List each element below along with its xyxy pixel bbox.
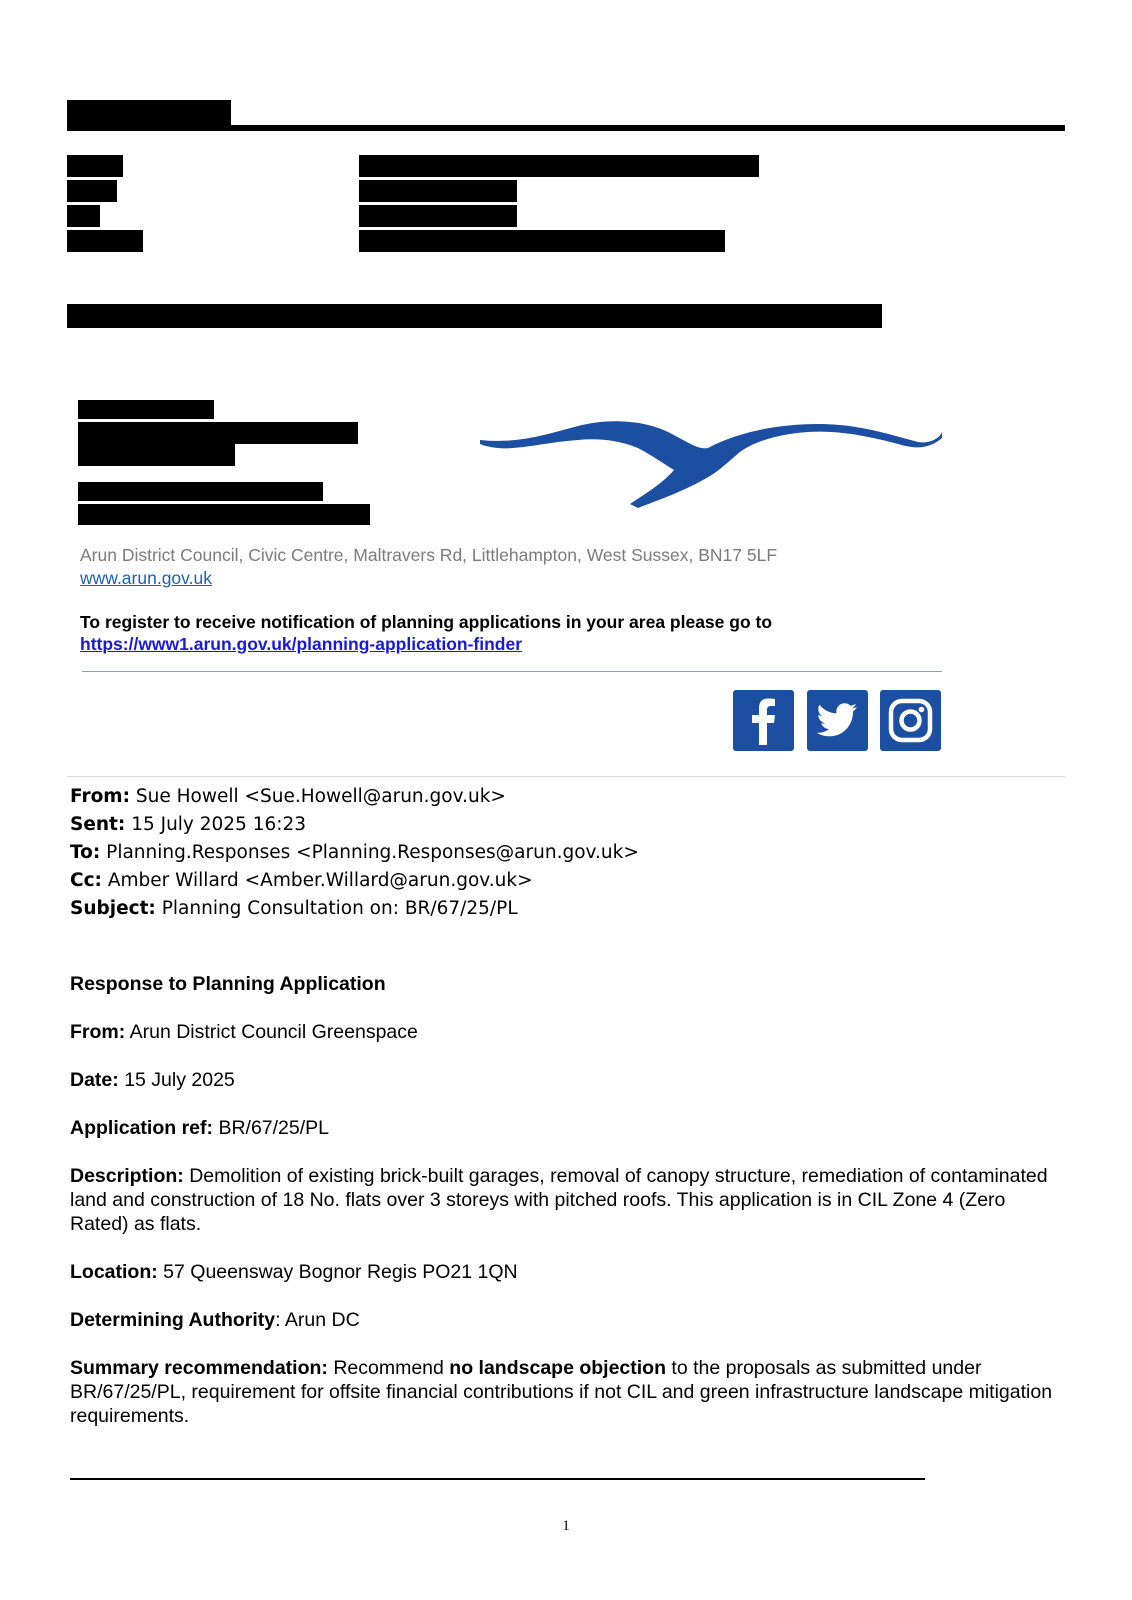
header-rule <box>67 125 1065 131</box>
email-to <box>70 842 639 863</box>
application-location <box>70 1260 1060 1284</box>
location-label: Location: <box>70 1261 158 1283</box>
response-date-value: 15 July 2025 <box>124 1069 235 1091</box>
summary-recommendation <box>70 1356 1060 1428</box>
email-to-label: To: <box>70 842 101 863</box>
email-sent-label: Sent: <box>70 814 126 835</box>
application-ref-label: Application ref: <box>70 1117 214 1139</box>
redacted-field-label <box>67 155 123 177</box>
redacted-field-value <box>359 230 725 252</box>
email-from-label: From: <box>70 786 130 807</box>
email-subject <box>70 898 518 919</box>
location-value: 57 Queensway Bognor Regis PO21 1QN <box>163 1261 518 1283</box>
redacted-field-label <box>67 230 143 252</box>
register-notice: To register to receive notification of planning applications in your area please go to <box>80 612 773 632</box>
redacted-field-value <box>359 205 517 227</box>
page-number: 1 <box>562 1518 570 1534</box>
determining-authority <box>70 1308 1060 1332</box>
redacted-signature-line <box>78 482 323 501</box>
redacted-field-value <box>359 155 759 177</box>
facebook-icon[interactable] <box>733 690 794 751</box>
summary-bold: no landscape objection <box>449 1357 666 1379</box>
arun-seagull-logo <box>478 412 943 512</box>
response-from-label: From: <box>70 1021 126 1043</box>
summary-post: to the proposals as submitted under BR/67/25/PL, requirement for offsite financial contributions if not CIL and green infrastructure landscape mitigation requirements. <box>70 1357 1053 1427</box>
response-from <box>70 1020 1060 1044</box>
application-ref-value: BR/67/25/PL <box>218 1117 330 1139</box>
email-from-value: Sue Howell <Sue.Howell@arun.gov.uk> <box>135 786 506 807</box>
email-subject-value: Planning Consultation on: BR/67/25/PL <box>161 898 518 919</box>
email-cc <box>70 870 533 891</box>
email-sent-value: 15 July 2025 16:23 <box>131 814 307 835</box>
email-sent <box>70 814 306 835</box>
redacted-signature-line <box>78 504 370 525</box>
response-heading: Response to Planning Application <box>70 973 386 995</box>
redacted-field-label <box>67 205 100 227</box>
summary-label: Summary recommendation: <box>70 1357 328 1379</box>
authority-label: Determining Authority <box>70 1309 276 1331</box>
summary-pre: Recommend <box>333 1357 444 1379</box>
email-header-divider <box>67 776 1065 777</box>
redacted-line <box>67 304 882 328</box>
council-website-link[interactable]: www.arun.gov.uk <box>80 568 212 588</box>
email-to-value: Planning.Responses <Planning.Responses@arun.gov.uk> <box>106 842 639 863</box>
redacted-header-tab <box>67 100 231 126</box>
twitter-icon[interactable] <box>807 690 868 751</box>
description-value: Demolition of existing brick-built garages, removal of canopy structure, remediation of contaminated land and construction of 18 No. flats over 3 storeys with pitched roofs. This application is in CIL Zone 4 (Zero Rated) as flats. <box>70 1165 1048 1235</box>
response-date-label: Date: <box>70 1069 119 1091</box>
email-cc-value: Amber Willard <Amber.Willard@arun.gov.uk> <box>107 870 533 891</box>
email-from <box>70 786 506 807</box>
planning-finder-link[interactable]: https://www1.arun.gov.uk/planning-application-finder <box>80 634 523 654</box>
application-ref <box>70 1116 1060 1140</box>
redacted-field-label <box>67 180 117 202</box>
response-from-value: Arun District Council Greenspace <box>129 1021 418 1043</box>
email-subject-label: Subject: <box>70 898 156 919</box>
redacted-signature-line <box>78 400 214 419</box>
instagram-icon[interactable] <box>880 690 941 751</box>
redacted-signature-line <box>78 422 358 444</box>
council-address: Arun District Council, Civic Centre, Maltravers Rd, Littlehampton, West Sussex, BN17 5LF <box>80 545 778 565</box>
closing-rule <box>70 1478 925 1480</box>
authority-value: Arun DC <box>284 1309 360 1331</box>
email-cc-label: Cc: <box>70 870 102 891</box>
redacted-signature-line <box>78 444 235 466</box>
redacted-field-value <box>359 180 517 202</box>
signature-divider <box>82 671 942 672</box>
application-description <box>70 1164 1060 1236</box>
authority-colon: : <box>275 1309 281 1331</box>
description-label: Description: <box>70 1165 184 1187</box>
response-date <box>70 1068 1060 1092</box>
